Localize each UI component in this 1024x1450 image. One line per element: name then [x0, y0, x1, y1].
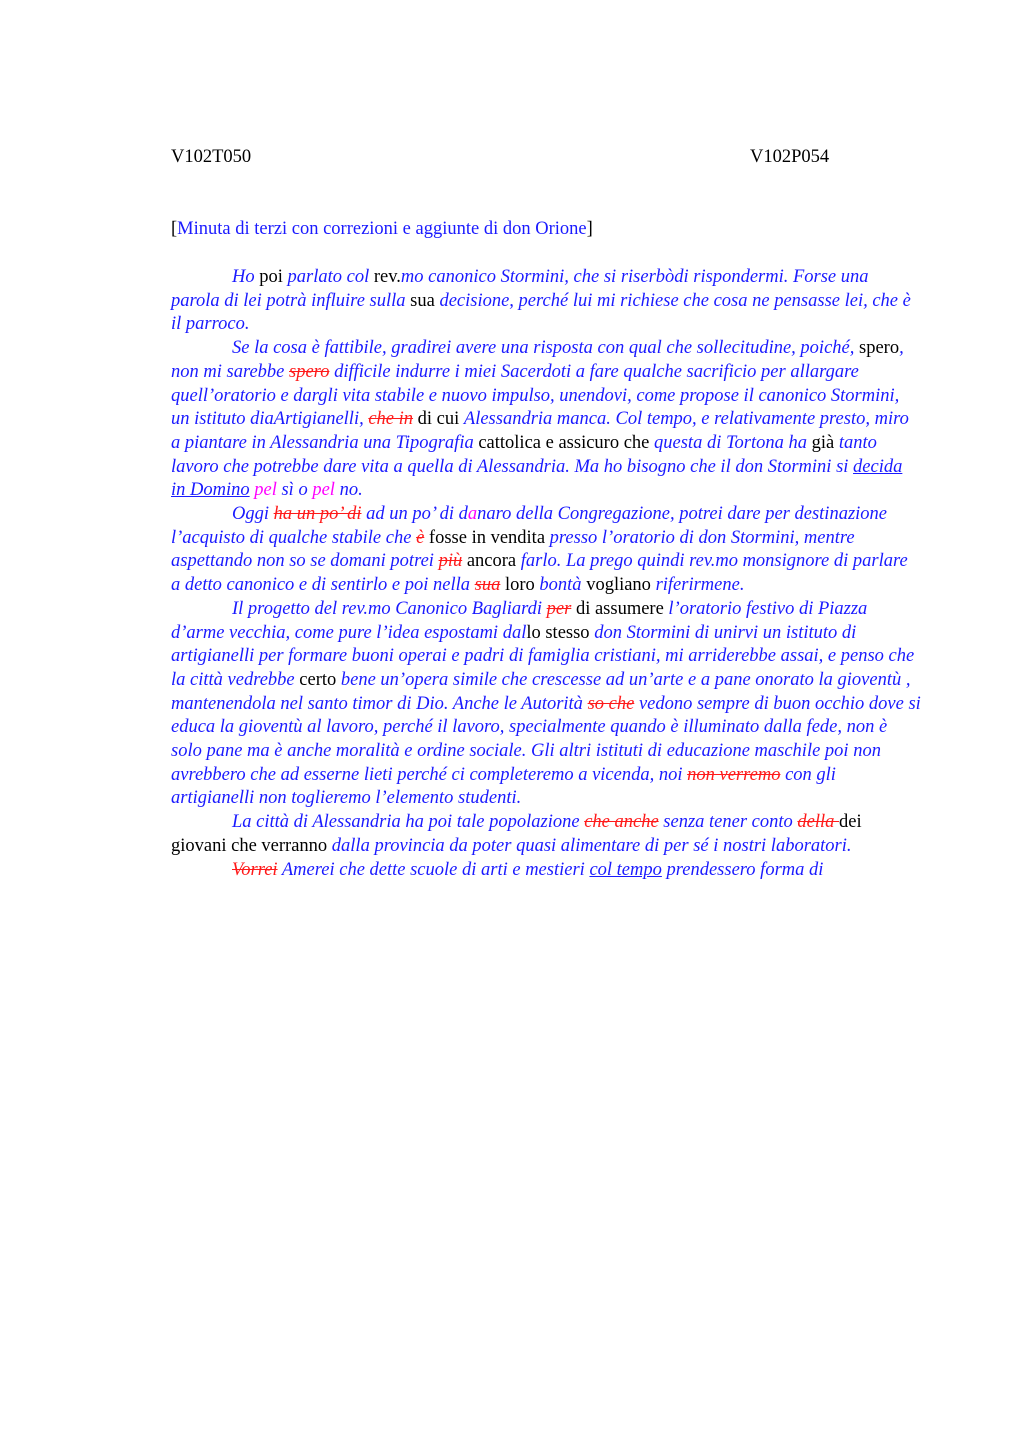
- text-run: sì o: [276, 480, 313, 501]
- deleted-text: Vorrei: [232, 859, 278, 880]
- inserted-text: cattolica e assicuro che: [478, 432, 655, 453]
- text-run: l’oratorio festivo di Piazza d’arme vecchia, come pure l’idea espostami dal: [171, 598, 868, 643]
- bracket-close: ]: [586, 219, 593, 239]
- text-run: naro della Congregazione, potrei dare per destinazione l’acquisto di qualche stabile che: [171, 504, 887, 548]
- deleted-text: spero: [289, 361, 330, 382]
- inserted-text: già: [811, 432, 835, 453]
- inserted-text: spero: [859, 338, 900, 359]
- text-run: Alessandria manca. Col tempo, e relativamente presto, miro a piantare in Alessandria una Tipografia: [171, 409, 909, 453]
- inserted-text: ancora: [462, 551, 517, 572]
- added-letter: pel: [312, 480, 335, 501]
- text-run: riferirmene.: [650, 575, 745, 596]
- text-run: questa di Tortona ha: [654, 432, 812, 453]
- text-run: ad un po’ di d: [361, 504, 468, 525]
- inserted-text: poi: [254, 267, 288, 287]
- text-run: farlo. La prego quindi rev.mo monsignore di parlare a detto canonico e di sentirlo e poi nella: [171, 551, 908, 596]
- deleted-text: che in: [368, 409, 414, 430]
- text-run: parlato col: [287, 267, 374, 287]
- letter-body: [171, 266, 921, 882]
- document-code-right: V102P054: [750, 147, 830, 167]
- document-code-left: V102T050: [171, 147, 252, 167]
- paragraph: [171, 503, 921, 598]
- text-run: Amerei che dette scuole di arti e mestieri: [277, 859, 590, 880]
- deleted-text: è: [416, 527, 425, 548]
- deleted-text: che anche: [584, 812, 659, 833]
- inserted-text: sua: [410, 290, 435, 311]
- deleted-text: per: [546, 598, 572, 619]
- text-run: Il progetto del rev.mo Canonico Bagliardi: [232, 598, 547, 619]
- text-run: presso l’oratorio di don Stormini, mentre aspettando non so se domani potrei: [171, 527, 855, 572]
- text-run: decisione, perché lui mi richiese che cosa ne pensasse lei, che è il parroco.: [171, 290, 911, 335]
- deleted-text: so che: [587, 693, 635, 714]
- text-run: bontà: [534, 575, 587, 596]
- text-run: bene un’opera simile che crescesse ad un’arte e a pane onorato la gioventù , mantenendola nel santo timor di Dio. Anche le Autorità: [171, 669, 911, 714]
- underlined-text: decida in Domino: [171, 456, 903, 501]
- added-letter: a: [467, 504, 478, 525]
- paragraph: [171, 266, 921, 337]
- deleted-text: più: [438, 551, 463, 572]
- text-run: con gli artigianelli non toglieremo l’elemento studenti.: [171, 764, 836, 809]
- text-run: mo canonico Stormini, che si riserbòdi rispondermi. Forse una parola di lei potrà influire sulla: [171, 267, 869, 311]
- deleted-text: ha un po’ di: [273, 504, 362, 525]
- deleted-text: della: [797, 812, 840, 833]
- inserted-text: vogliano: [586, 575, 651, 596]
- inserted-text: di cui: [413, 409, 464, 430]
- inserted-text: di assumere: [571, 598, 664, 619]
- paragraph: [171, 337, 921, 503]
- editorial-note: [171, 218, 593, 242]
- text-run: Oggi: [232, 504, 274, 525]
- inserted-text: certo: [299, 669, 337, 690]
- text-run: La città di Alessandria ha poi tale popolazione: [232, 812, 585, 833]
- deleted-text: non verremo: [687, 764, 781, 785]
- deleted-text: sua: [474, 575, 501, 596]
- bracket-open: [: [171, 219, 178, 239]
- added-letter: pel: [254, 480, 277, 501]
- text-run: difficile indurre i miei Sacerdoti a fare qualche sacrificio per allargare quell’oratorio e dargli vita stabile e nuovo impulso, unendovi, come propose il canonico Stormini, un istituto diaArtigianelli,: [171, 361, 900, 430]
- inserted-text: dei giovani che verranno: [171, 812, 862, 856]
- paragraph: [171, 811, 921, 858]
- paragraph: [171, 859, 921, 883]
- editorial-note-text: Minuta di terzi con correzioni e aggiunte di don Orione: [177, 219, 587, 239]
- text-run: prendessero forma di: [661, 859, 824, 880]
- text-run: vedono sempre di buon occhio dove si educa la gioventù al lavoro, perché il lavoro, specialmente quando è illuminato dalla fede, non è solo pane ma è anche moralità e ordine sociale. Gli altri istituti di educazione maschile poi non avrebbero che ad esserne lieti perché ci completeremo a vicenda, noi: [171, 693, 921, 785]
- inserted-text: rev.: [373, 267, 401, 287]
- text-run: Ho: [232, 267, 255, 287]
- text-run: don Stormini di unirvi un istituto di artigianelli per formare buoni operai e padri di famiglia cristiani, mi arriderebbe assai, e penso che la città vedrebbe: [171, 622, 915, 690]
- text-run: Se la cosa è fattibile, gradirei avere una risposta con qual che sollecitudine, poiché,: [232, 338, 859, 359]
- paragraph: [171, 598, 921, 811]
- text-run: dalla provincia da poter quasi alimentare di per sé i nostri laboratori.: [327, 835, 852, 856]
- inserted-text: lo stesso: [526, 622, 590, 643]
- text-run: no.: [334, 480, 363, 501]
- text-run: senza tener conto: [658, 812, 798, 833]
- inserted-text: fosse in vendita: [424, 527, 546, 548]
- text-run: tanto lavoro che potrebbe dare vita a quella di Alessandria. Ma ho bisogno che il don Stormini si: [171, 432, 877, 477]
- underlined-text: col tempo: [589, 859, 662, 880]
- inserted-text: loro: [500, 575, 535, 596]
- text-run: , non mi sarebbe: [171, 338, 904, 382]
